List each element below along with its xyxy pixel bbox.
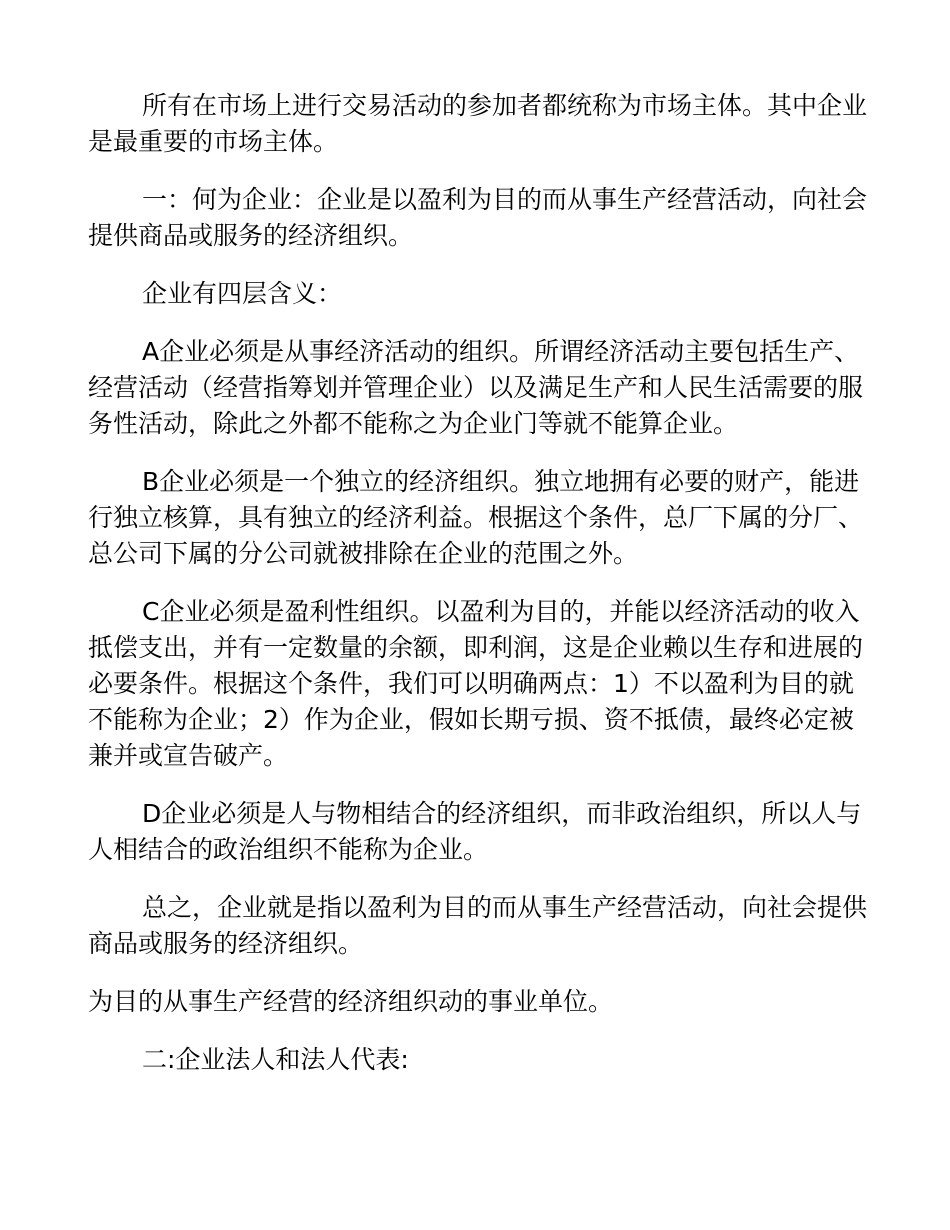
paragraph-market-subject: 所有在市场上进行交易活动的参加者都统称为市场主体。其中企业是最重要的市场主体。 <box>88 91 868 156</box>
paragraph-meaning-a: A企业必须是从事经济活动的组织。所谓经济活动主要包括生产、经营活动（经营指筹划并管理企业）以及满足生产和人民生活需要的服务性活动，除此之外都不能称之为企业门等就不能算企业。 <box>88 337 864 438</box>
paragraph-meaning-d: D企业必须是人与物相结合的经济组织，而非政治组织，所以人与人相结合的政治组织不能称为企业。 <box>88 799 862 864</box>
paragraph-fragment: 为目的从事生产经营的经济组织动的事业单位。 <box>88 987 614 1016</box>
paragraph-summary: 总之，企业就是指以盈利为目的而从事生产经营活动，向社会提供商品或服务的经济组织。 <box>88 893 868 958</box>
document-page <box>88 88 868 1100</box>
paragraph-meaning-b: B企业必须是一个独立的经济组织。独立地拥有必要的财产，能进行独立核算，具有独立的经济利益。根据这个条件，总厂下属的分厂、总公司下属的分公司就被排除在企业的范围之外。 <box>88 467 864 568</box>
paragraph-four-meanings-heading: 企业有四层含义： <box>142 279 343 308</box>
paragraph-enterprise-definition: 一：何为企业：企业是以盈利为目的而从事生产经营活动，向社会提供商品或服务的经济组织。 <box>88 185 868 250</box>
paragraph-meaning-c: C企业必须是盈利性组织。以盈利为目的，并能以经济活动的收入抵偿支出，并有一定数量的余额，即利润，这是企业赖以生存和进展的必要条件。根据这个条件，我们可以明确两点：1）不以盈利为目的就不能称为企业；2）作为企业，假如长期亏损、资不抵债，最终必定被兼并或宣告破产。 <box>88 597 864 770</box>
section-heading-legal-person: 二:企业法人和法人代表: <box>142 1045 409 1074</box>
